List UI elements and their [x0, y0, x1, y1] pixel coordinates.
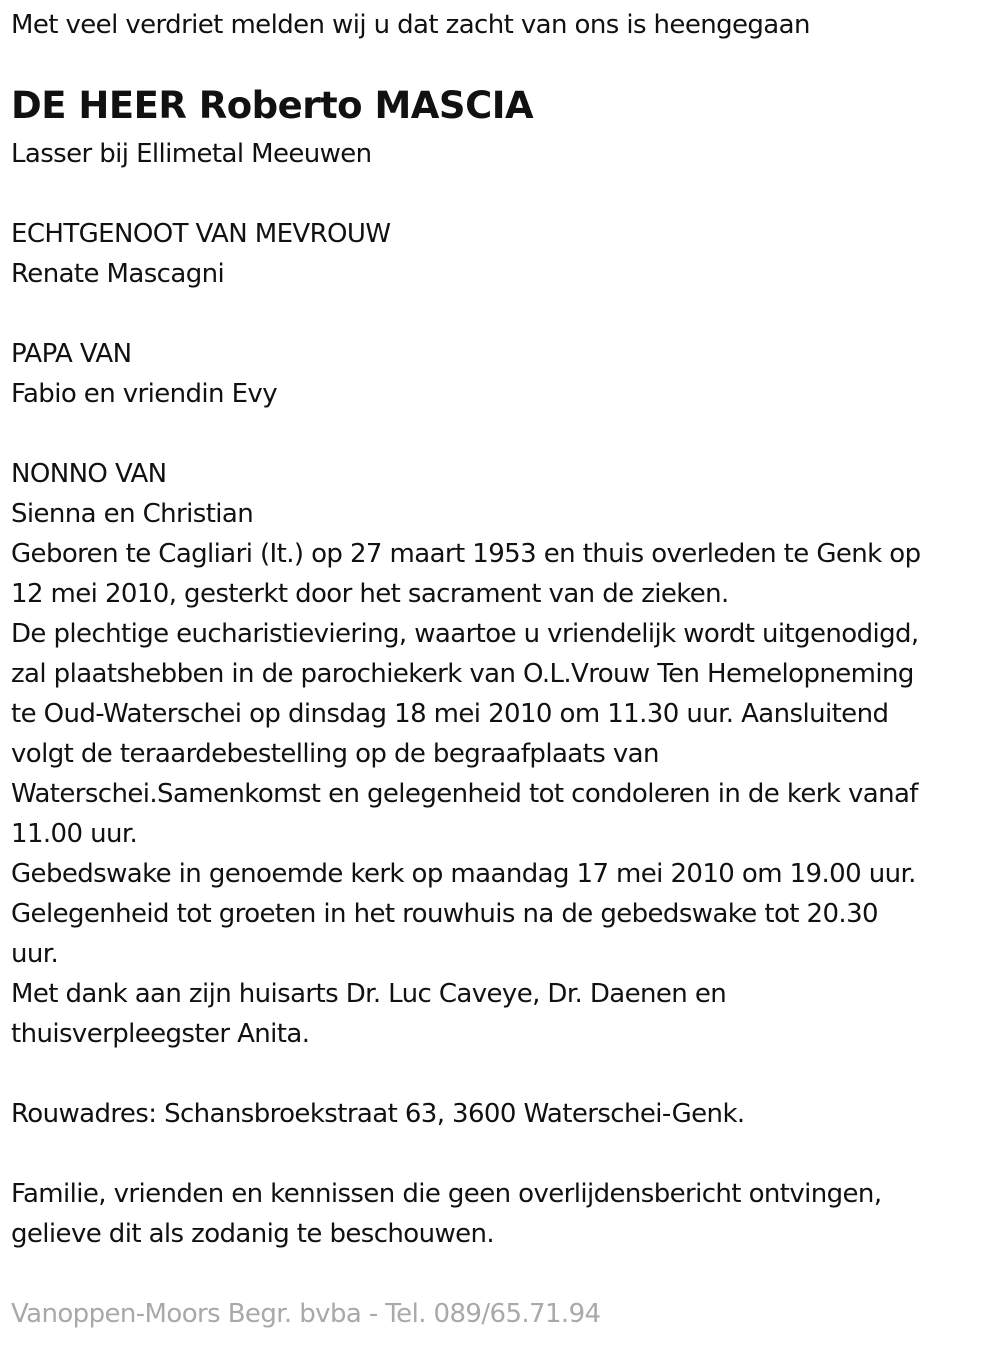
intro-text: Met veel verdriet melden wij u dat zacht van ons is heengegaan — [11, 10, 810, 40]
family-line: gelieve dit als zodanig te beschouwen. — [11, 1219, 495, 1249]
body-line: Met dank aan zijn huisarts Dr. Luc Caveye, Dr. Daenen en — [11, 979, 727, 1009]
deceased-name: DE HEER Roberto MASCIA — [11, 84, 534, 127]
funeral-director-footer: Vanoppen-Moors Begr. bvba - Tel. 089/65.71.94 — [11, 1299, 601, 1329]
body-line: De plechtige eucharistieviering, waartoe u vriendelijk wordt uitgenodigd, — [11, 619, 919, 649]
body-line: Geboren te Cagliari (It.) op 27 maart 1953 en thuis overleden te Genk op — [11, 539, 921, 569]
address-block — [11, 1094, 745, 1134]
funeral-address: Rouwadres: Schansbroekstraat 63, 3600 Waterschei-Genk. — [11, 1099, 745, 1129]
body-line: Gelegenheid tot groeten in het rouwhuis na de gebedswake tot 20.30 — [11, 899, 878, 929]
children-names: Fabio en vriendin Evy — [11, 379, 277, 409]
body-line: uur. — [11, 939, 59, 969]
spouse-heading: ECHTGENOOT VAN MEVROUW — [11, 219, 391, 249]
body-line: zal plaatshebben in de parochiekerk van O.L.Vrouw Ten Hemelopneming — [11, 659, 914, 689]
body-line: thuisverpleegster Anita. — [11, 1019, 310, 1049]
occupation-block — [11, 134, 372, 174]
grandchildren-heading: NONNO VAN — [11, 459, 167, 489]
spouse-block — [11, 214, 390, 294]
children-heading: PAPA VAN — [11, 339, 132, 369]
grandchildren-block — [11, 454, 920, 1054]
children-block — [11, 334, 277, 414]
body-line: te Oud-Waterschei op dinsdag 18 mei 2010 om 11.30 uur. Aansluitend — [11, 699, 889, 729]
spouse-name: Renate Mascagni — [11, 259, 225, 289]
grandchildren-names: Sienna en Christian — [11, 499, 254, 529]
body-line: Waterschei.Samenkomst en gelegenheid tot condoleren in de kerk vanaf — [11, 779, 918, 809]
body-line: 12 mei 2010, gesterkt door het sacrament van de zieken. — [11, 579, 729, 609]
occupation-text: Lasser bij Ellimetal Meeuwen — [11, 139, 372, 169]
body-line: volgt de teraardebestelling op de begraafplaats van — [11, 739, 659, 769]
body-line: 11.00 uur. — [11, 819, 138, 849]
family-notice-block — [11, 1174, 881, 1254]
body-line: Gebedswake in genoemde kerk op maandag 17 mei 2010 om 19.00 uur. — [11, 859, 916, 889]
family-line: Familie, vrienden en kennissen die geen overlijdensbericht ontvingen, — [11, 1179, 882, 1209]
